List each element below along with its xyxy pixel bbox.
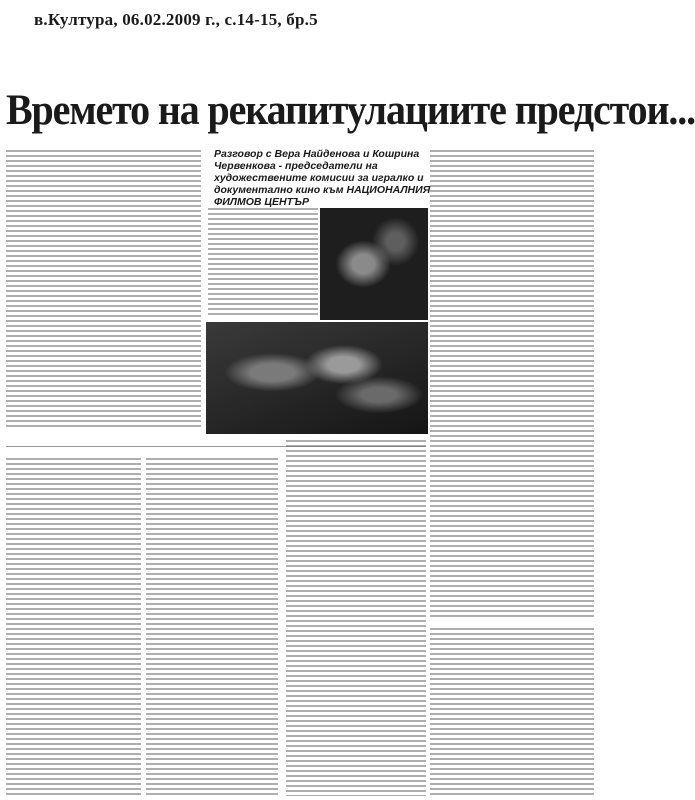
publication-citation: в.Култура, 06.02.2009 г., с.14-15, бр.5 bbox=[34, 10, 318, 29]
article-photo bbox=[206, 322, 428, 434]
article-deck: Разговор с Вера Найденова и Кошрина Червенкова - председатели на художествените комисии за игралко и документално кино към НАЦИОНАЛНИЯ ФИЛМОВ ЦЕНТЪР bbox=[214, 148, 431, 208]
body-column-7 bbox=[430, 628, 594, 796]
body-column-3 bbox=[430, 150, 594, 620]
body-column-5 bbox=[146, 458, 278, 796]
body-column-4 bbox=[6, 458, 141, 796]
body-column-1 bbox=[6, 150, 201, 430]
article-headline: Времето на рекапитулациите предстои... bbox=[6, 87, 695, 134]
body-column-6 bbox=[286, 440, 426, 796]
body-column-2 bbox=[208, 208, 318, 318]
article-photo-top bbox=[320, 208, 428, 320]
